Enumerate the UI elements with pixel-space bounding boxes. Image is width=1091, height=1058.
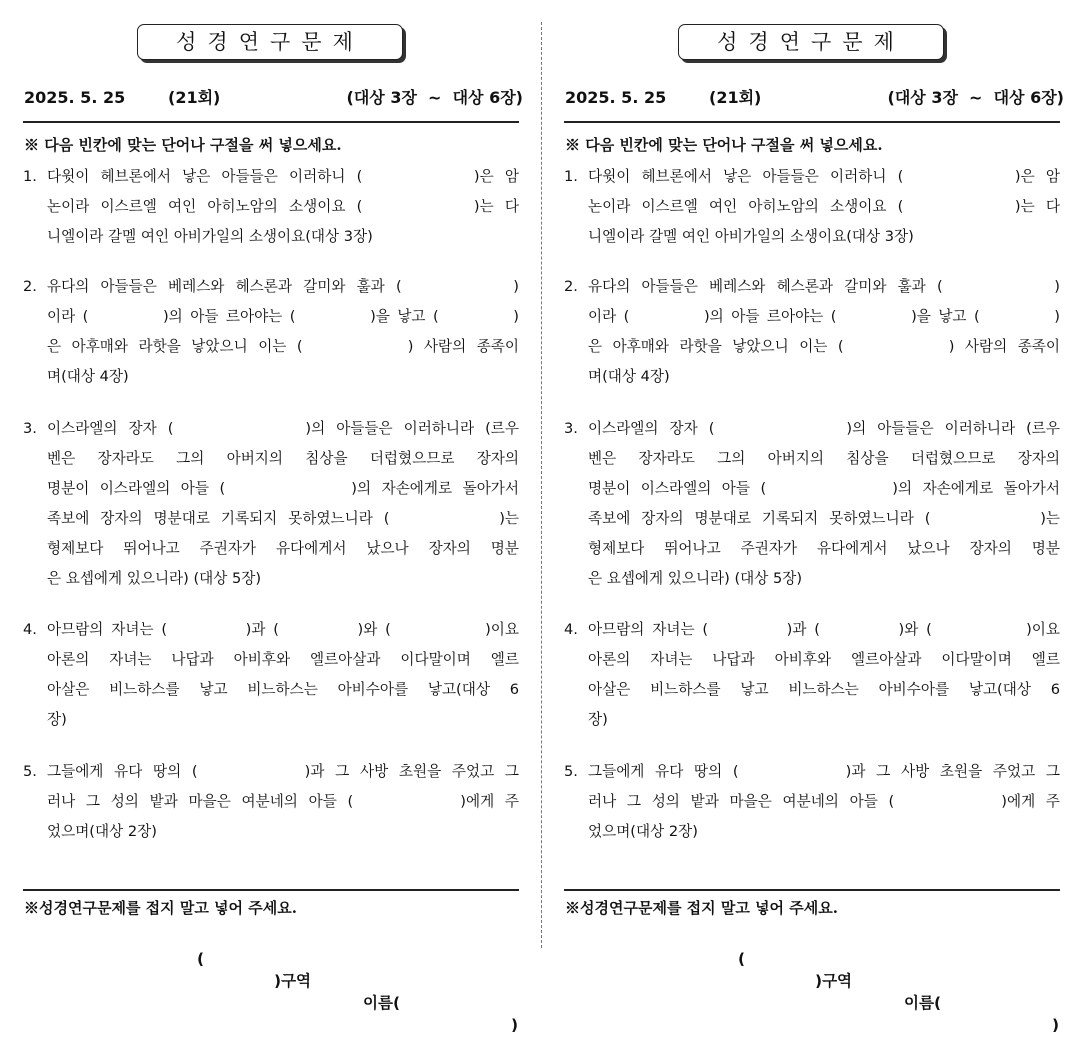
district-field-label: )구역	[274, 972, 312, 990]
exam-round: (21회)	[168, 88, 221, 107]
question-text: 아므람의 자녀는 ( )과 ( )와 ( )이요	[47, 621, 519, 638]
question-line	[564, 444, 1060, 474]
header-rule	[23, 121, 519, 123]
name-close-paren: )	[511, 1016, 519, 1034]
question-line	[23, 444, 519, 474]
footer-note: ※성경연구문제를 접지 말고 넣어 주세요.	[565, 899, 838, 917]
question-text: 유다의 아들들은 베레스와 헤스론과 갈미와 훌과 ( )	[47, 278, 519, 295]
question-line	[23, 192, 519, 222]
question-number: 3.	[23, 420, 37, 437]
question-line	[23, 272, 519, 302]
district-open-paren: (	[197, 950, 205, 968]
question-text: 논이라 이스르엘 여인 아히노암의 소생이요 ( )는 다	[47, 198, 519, 215]
question-text: 아살은 비느하스를 낳고 비느하스는 아비수아를 낳고(대상 6	[47, 681, 519, 698]
question-line	[564, 675, 1060, 705]
question-text: 다윗이 헤브론에서 낳은 아들들은 이러하니 ( )은 암	[588, 168, 1060, 185]
exam-round: (21회)	[709, 88, 762, 107]
question-text: 명분이 이스라엘의 아들 ( )의 자손에게로 돌아가서	[588, 480, 1060, 497]
question-line	[23, 534, 519, 564]
question-3	[564, 414, 1060, 594]
question-line	[23, 162, 519, 192]
question-number: 4.	[23, 621, 37, 638]
question-line	[564, 645, 1060, 675]
question-text: 었으며(대상 2장)	[47, 823, 157, 840]
question-number: 2.	[23, 278, 37, 295]
question-line	[23, 705, 519, 735]
question-line	[564, 474, 1060, 504]
question-line	[564, 564, 1060, 594]
header-rule	[564, 121, 1060, 123]
question-line	[23, 757, 519, 787]
question-line	[23, 564, 519, 594]
question-number: 5.	[564, 763, 578, 780]
instruction-text: ※ 다음 빈칸에 맞는 단어나 구절을 써 넣으세요.	[24, 136, 342, 154]
question-text: 명분이 이스라엘의 아들 ( )의 자손에게로 돌아가서	[47, 480, 519, 497]
question-line	[564, 817, 1060, 847]
question-2	[564, 272, 1060, 392]
question-text: 은 아후매와 라핫을 낳았으니 이는 ( ) 사람의 종족이	[47, 338, 519, 355]
question-text: 그들에게 유다 땅의 ( )과 그 사방 초원을 주었고 그	[588, 763, 1060, 780]
question-line	[23, 504, 519, 534]
question-text: 아론의 자녀는 나답과 아비후와 엘르아살과 이다말이며 엘르	[588, 651, 1060, 668]
question-line	[564, 302, 1060, 332]
question-text: 그들에게 유다 땅의 ( )과 그 사방 초원을 주었고 그	[47, 763, 519, 780]
question-line	[23, 332, 519, 362]
question-text: 아살은 비느하스를 낳고 비느하스는 아비수아를 낳고(대상 6	[588, 681, 1060, 698]
question-line	[564, 272, 1060, 302]
question-line	[564, 705, 1060, 735]
center-fold-divider	[541, 22, 542, 948]
question-4	[564, 615, 1060, 735]
footer-rule	[564, 889, 1060, 891]
question-text: 러나 그 성의 밭과 마을은 여분네의 아들 ( )에게 주	[588, 793, 1060, 810]
question-line	[564, 504, 1060, 534]
question-text: 벤은 장자라도 그의 아버지의 침상을 더럽혔으므로 장자의	[47, 450, 519, 467]
question-text: 벤은 장자라도 그의 아버지의 침상을 더럽혔으므로 장자의	[588, 450, 1060, 467]
question-text: 논이라 이스르엘 여인 아히노암의 소생이요 ( )는 다	[588, 198, 1060, 215]
question-text: 장)	[588, 711, 608, 728]
question-line	[23, 787, 519, 817]
question-text: 며(대상 4장)	[588, 368, 670, 385]
question-1	[23, 162, 519, 252]
question-text: 이스라엘의 장자 ( )의 아들들은 이러하니라 (르우	[47, 420, 519, 437]
footer-fields	[564, 926, 1060, 1034]
question-line	[564, 757, 1060, 787]
question-text: 니엘이라 갈멜 여인 아비가일의 소생이요(대상 3장)	[47, 228, 373, 245]
question-line	[564, 414, 1060, 444]
worksheet-right	[564, 0, 1064, 1034]
question-number: 1.	[564, 168, 578, 185]
exam-date: 2025. 5. 25	[565, 88, 667, 107]
worksheet-left	[23, 0, 523, 1034]
question-text: 아론의 자녀는 나답과 아비후와 엘르아살과 이다말이며 엘르	[47, 651, 519, 668]
footer-fields	[23, 926, 519, 1034]
question-2	[23, 272, 519, 392]
question-3	[23, 414, 519, 594]
question-line	[23, 675, 519, 705]
footer-note: ※성경연구문제를 접지 말고 넣어 주세요.	[24, 899, 297, 917]
district-open-paren: (	[738, 950, 746, 968]
worksheet-title: 성경연구문제	[137, 24, 403, 60]
question-line	[564, 787, 1060, 817]
question-text: 이스라엘의 장자 ( )의 아들들은 이러하니라 (르우	[588, 420, 1060, 437]
question-line	[23, 414, 519, 444]
exam-date: 2025. 5. 25	[24, 88, 126, 107]
question-text: 형제보다 뛰어나고 주권자가 유다에게서 났으나 장자의 명분	[588, 540, 1060, 557]
question-5	[564, 757, 1060, 847]
question-line	[564, 162, 1060, 192]
question-number: 3.	[564, 420, 578, 437]
question-number: 1.	[23, 168, 37, 185]
question-line	[564, 534, 1060, 564]
question-text: 이라 ( )의 아들 르아야는 ( )을 낳고 ( )	[588, 308, 1060, 325]
question-text: 은 요셉에게 있으니라) (대상 5장)	[47, 570, 262, 587]
question-text: 족보에 장자의 명분대로 기록되지 못하였느니라 ( )는	[588, 510, 1060, 527]
question-text: 며(대상 4장)	[47, 368, 129, 385]
question-line	[23, 474, 519, 504]
question-text: 다윗이 헤브론에서 낳은 아들들은 이러하니 ( )은 암	[47, 168, 519, 185]
worksheet-title: 성경연구문제	[678, 24, 944, 60]
question-number: 5.	[23, 763, 37, 780]
question-text: 은 아후매와 라핫을 낳았으니 이는 ( ) 사람의 종족이	[588, 338, 1060, 355]
question-line	[564, 362, 1060, 392]
question-line	[23, 615, 519, 645]
question-line	[23, 645, 519, 675]
name-field-label: 이름(	[363, 994, 401, 1012]
question-text: 장)	[47, 711, 67, 728]
question-line	[564, 615, 1060, 645]
question-text: 러나 그 성의 밭과 마을은 여분네의 아들 ( )에게 주	[47, 793, 519, 810]
footer-rule	[23, 889, 519, 891]
question-line	[564, 222, 1060, 252]
question-text: 이라 ( )의 아들 르아야는 ( )을 낳고 ( )	[47, 308, 519, 325]
question-line	[23, 302, 519, 332]
question-4	[23, 615, 519, 735]
name-close-paren: )	[1052, 1016, 1060, 1034]
question-text: 아므람의 자녀는 ( )과 ( )와 ( )이요	[588, 621, 1060, 638]
question-line	[23, 222, 519, 252]
question-text: 족보에 장자의 명분대로 기록되지 못하였느니라 ( )는	[47, 510, 519, 527]
question-text: 은 요셉에게 있으니라) (대상 5장)	[588, 570, 803, 587]
question-line	[564, 332, 1060, 362]
question-number: 2.	[564, 278, 578, 295]
question-line	[23, 817, 519, 847]
name-field-label: 이름(	[904, 994, 942, 1012]
district-field-label: )구역	[815, 972, 853, 990]
scripture-range: (대상 3장 ~ 대상 6장)	[346, 88, 523, 107]
question-1	[564, 162, 1060, 252]
scripture-range: (대상 3장 ~ 대상 6장)	[887, 88, 1064, 107]
question-line	[23, 362, 519, 392]
instruction-text: ※ 다음 빈칸에 맞는 단어나 구절을 써 넣으세요.	[565, 136, 883, 154]
question-line	[564, 192, 1060, 222]
question-number: 4.	[564, 621, 578, 638]
question-text: 형제보다 뛰어나고 주권자가 유다에게서 났으나 장자의 명분	[47, 540, 519, 557]
question-text: 유다의 아들들은 베레스와 헤스론과 갈미와 훌과 ( )	[588, 278, 1060, 295]
question-text: 었으며(대상 2장)	[588, 823, 698, 840]
question-text: 니엘이라 갈멜 여인 아비가일의 소생이요(대상 3장)	[588, 228, 914, 245]
question-5	[23, 757, 519, 847]
